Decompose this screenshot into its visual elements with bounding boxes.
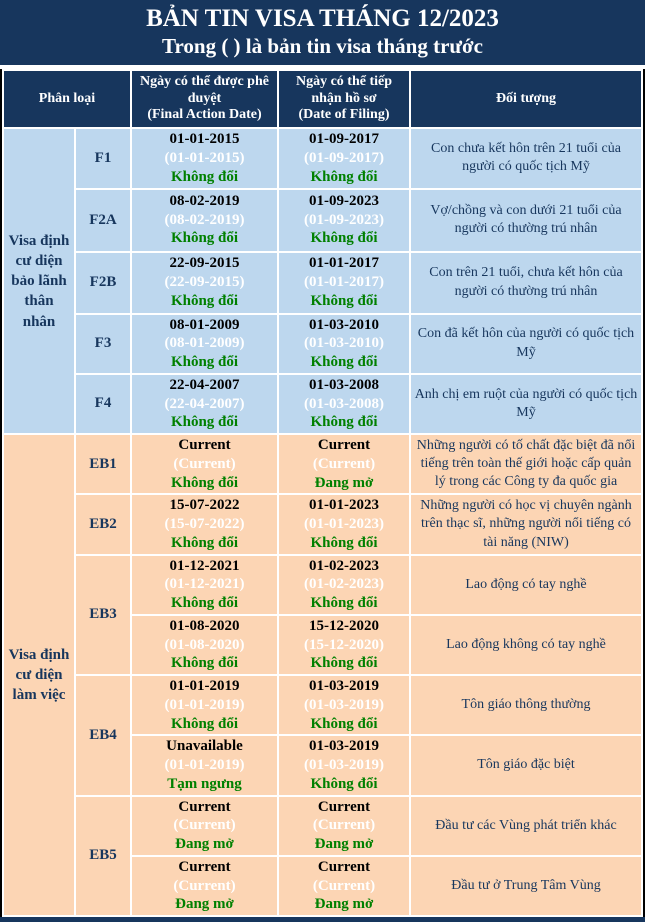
f3-dof-cell — [278, 314, 410, 374]
eb5b-dof-previous: (Current) — [312, 877, 376, 894]
eb3a-dof-current: 01-02-2023 — [309, 557, 379, 574]
eb1-fad-current: Current — [178, 437, 231, 454]
eb5a-dof-cell — [278, 796, 410, 856]
f2b-fad-status: Không đổi — [170, 292, 239, 309]
eb3a-dof-status: Không đổi — [310, 595, 378, 612]
group-employment-label: Visa định cư diện làm việc — [3, 434, 75, 916]
eb2-dof-previous: (01-01-2023) — [304, 516, 384, 533]
row-eb4-religious — [3, 675, 642, 735]
f4-fad-current: 22-04-2007 — [169, 376, 240, 393]
f2b-fad-previous: (22-09-2015) — [164, 274, 245, 291]
eb2-fad-status: Không đổi — [170, 534, 239, 551]
group-family-label: Visa định cư diện bảo lãnh thân nhân — [3, 128, 75, 434]
visa-bulletin-table — [2, 69, 643, 917]
eb3a-fad-previous: (01-12-2021) — [164, 576, 245, 593]
eb1-fad-status: Không đổi — [170, 474, 239, 491]
f2b-dof-previous: (01-01-2017) — [304, 274, 384, 291]
header-row — [3, 70, 642, 128]
f1-description: Con chưa kết hôn trên 21 tuổi của người có quốc tịch Mỹ — [410, 128, 642, 188]
eb5b-fad-cell — [131, 856, 278, 916]
eb5b-fad-previous: (Current) — [173, 877, 236, 894]
eb4a-dof-status: Không đổi — [310, 715, 378, 732]
eb4b-dof-previous: (01-03-2019) — [304, 757, 384, 774]
f4-fad-cell — [131, 374, 278, 434]
row-f4 — [3, 374, 642, 434]
header-fad-en: (Final Action Date) — [147, 107, 262, 123]
eb1-dof-status: Đang mở — [314, 474, 374, 491]
f2a-fad-status: Không đổi — [170, 230, 239, 247]
f2a-dof-current: 01-09-2023 — [309, 192, 379, 209]
eb5b-dof-status: Đang mở — [314, 896, 374, 913]
f1-fad-status: Không đổi — [170, 168, 239, 185]
eb4b-dof-status: Không đổi — [310, 775, 378, 792]
row-eb3-skilled — [3, 555, 642, 615]
eb5b-fad-current: Current — [178, 858, 231, 875]
eb3b-fad-current: 01-08-2020 — [169, 617, 240, 634]
eb3b-fad-status: Không đổi — [170, 655, 239, 672]
eb4b-fad-status: Tạm ngưng — [167, 775, 242, 792]
row-f1 — [3, 128, 642, 188]
f3-fad-previous: (08-01-2009) — [164, 335, 245, 352]
f1-fad-cell — [131, 128, 278, 188]
f3-dof-status: Không đổi — [310, 354, 378, 371]
eb3b-dof-previous: (15-12-2020) — [304, 636, 384, 653]
category-eb2: EB2 — [75, 494, 131, 554]
bulletin-title: BẢN TIN VISA THÁNG 12/2023 — [146, 5, 499, 32]
eb4a-fad-previous: (01-01-2019) — [164, 696, 245, 713]
eb4a-fad-cell — [131, 675, 278, 735]
f2a-dof-cell — [278, 189, 410, 252]
eb5b-dof-current: Current — [317, 858, 371, 875]
f2b-dof-cell — [278, 252, 410, 314]
eb2-dof-status: Không đổi — [310, 534, 378, 551]
header-final-action-date — [131, 70, 278, 128]
eb5a-fad-previous: (Current) — [173, 817, 236, 834]
f4-fad-status: Không đổi — [170, 414, 239, 431]
eb5a-fad-current: Current — [178, 798, 231, 815]
eb2-fad-previous: (15-07-2022) — [164, 516, 245, 533]
eb1-description: Những người có tố chất đặc biệt đã nổi tiếng trên toàn thế giới hoặc cấp quản lý trong các Công ty đa quốc gia — [410, 434, 642, 494]
header-dof-en: (Date of Filing) — [298, 107, 390, 123]
eb5a-dof-current: Current — [317, 798, 371, 815]
eb3b-fad-previous: (01-08-2020) — [164, 636, 245, 653]
f1-dof-status: Không đổi — [310, 168, 378, 185]
row-eb2 — [3, 494, 642, 554]
eb3a-fad-current: 01-12-2021 — [169, 557, 240, 574]
f3-dof-previous: (01-03-2010) — [304, 335, 384, 352]
row-f2a — [3, 189, 642, 252]
eb1-dof-previous: (Current) — [312, 455, 376, 472]
f3-dof-current: 01-03-2010 — [309, 316, 379, 333]
bulletin-subtitle: Trong ( ) là bản tin visa tháng trước — [162, 33, 483, 58]
eb4a-dof-current: 01-03-2019 — [309, 678, 379, 695]
category-f3: F3 — [75, 314, 131, 374]
f3-description: Con đã kết hôn của người có quốc tịch Mỹ — [410, 314, 642, 374]
eb3a-fad-status: Không đổi — [170, 595, 239, 612]
f2a-fad-previous: (08-02-2019) — [164, 211, 245, 228]
f4-dof-cell — [278, 374, 410, 434]
f3-fad-status: Không đổi — [170, 354, 239, 371]
eb1-dof-cell — [278, 434, 410, 494]
eb5a-dof-status: Đang mở — [314, 836, 374, 853]
f4-dof-current: 01-03-2008 — [309, 376, 379, 393]
row-f2b — [3, 252, 642, 314]
eb3b-description: Lao động không có tay nghề — [410, 615, 642, 675]
eb4a-fad-current: 01-01-2019 — [169, 678, 240, 695]
eb4b-description: Tôn giáo đặc biệt — [410, 735, 642, 795]
eb5a-dof-previous: (Current) — [312, 817, 376, 834]
f1-fad-previous: (01-01-2015) — [164, 150, 245, 167]
f2b-fad-current: 22-09-2015 — [169, 255, 240, 272]
eb4a-description: Tôn giáo thông thường — [410, 675, 642, 735]
f1-dof-current: 01-09-2017 — [309, 131, 379, 148]
eb4a-dof-previous: (01-03-2019) — [304, 696, 384, 713]
category-f1: F1 — [75, 128, 131, 188]
eb5a-description: Đầu tư các Vùng phát triển khác — [410, 796, 642, 856]
eb4b-fad-current: Unavailable — [166, 738, 243, 755]
category-eb1: EB1 — [75, 434, 131, 494]
f2b-dof-current: 01-01-2017 — [309, 255, 379, 272]
f2a-dof-status: Không đổi — [310, 230, 378, 247]
f1-dof-previous: (01-09-2017) — [304, 150, 384, 167]
eb5a-fad-cell — [131, 796, 278, 856]
title-bar — [0, 0, 645, 69]
f4-dof-previous: (01-03-2008) — [304, 395, 384, 412]
category-f2b: F2B — [75, 252, 131, 314]
bottom-bar — [0, 917, 645, 922]
f4-dof-status: Không đổi — [310, 414, 378, 431]
eb5a-fad-status: Đang mở — [175, 836, 234, 853]
header-fad-vi: Ngày có thể được phê duyệt — [140, 73, 269, 106]
category-eb5: EB5 — [75, 796, 131, 917]
category-f2a: F2A — [75, 189, 131, 252]
eb3b-dof-current: 15-12-2020 — [309, 617, 379, 634]
header-dof-vi: Ngày có thể tiếp nhận hồ sơ — [295, 73, 393, 106]
eb5b-description: Đầu tư ở Trung Tâm Vùng — [410, 856, 642, 916]
header-subject: Đối tượng — [410, 70, 642, 128]
category-f4: F4 — [75, 374, 131, 434]
eb5b-fad-status: Đang mở — [175, 896, 234, 913]
eb3a-description: Lao động có tay nghề — [410, 555, 642, 615]
f3-fad-cell — [131, 314, 278, 374]
f2b-fad-cell — [131, 252, 278, 314]
eb3b-dof-cell — [278, 615, 410, 675]
header-date-of-filing — [278, 70, 410, 128]
eb4b-dof-cell — [278, 735, 410, 795]
eb3a-dof-previous: (01-02-2023) — [304, 576, 384, 593]
f1-fad-current: 01-01-2015 — [169, 131, 240, 148]
f2b-description: Con trên 21 tuổi, chưa kết hôn của người có thường trú nhân — [410, 252, 642, 314]
f2a-description: Vợ/chồng và con dưới 21 tuổi của người có thường trú nhân — [410, 189, 642, 252]
eb3b-fad-cell — [131, 615, 278, 675]
eb3a-dof-cell — [278, 555, 410, 615]
eb4a-dof-cell — [278, 675, 410, 735]
f4-description: Anh chị em ruột của người có quốc tịch Mỹ — [410, 374, 642, 434]
f3-fad-current: 08-01-2009 — [169, 316, 240, 333]
eb2-fad-current: 15-07-2022 — [169, 497, 240, 514]
eb5b-dof-cell — [278, 856, 410, 916]
eb3a-fad-cell — [131, 555, 278, 615]
f2a-fad-current: 08-02-2019 — [169, 192, 240, 209]
eb1-dof-current: Current — [317, 437, 371, 454]
category-eb3: EB3 — [75, 555, 131, 676]
eb4b-fad-cell — [131, 735, 278, 795]
eb2-dof-current: 01-01-2023 — [309, 497, 379, 514]
eb3b-dof-status: Không đổi — [310, 655, 378, 672]
eb4a-fad-status: Không đổi — [170, 715, 239, 732]
eb1-fad-cell — [131, 434, 278, 494]
eb2-description: Những người có học vị chuyên ngành trên thạc sĩ, những người nổi tiếng có tài năng (NIW) — [410, 494, 642, 554]
eb2-dof-cell — [278, 494, 410, 554]
row-eb5-other — [3, 796, 642, 856]
eb4b-fad-previous: (01-01-2019) — [164, 757, 245, 774]
category-eb4: EB4 — [75, 675, 131, 796]
eb4b-dof-current: 01-03-2019 — [309, 738, 379, 755]
row-f3 — [3, 314, 642, 374]
row-eb1 — [3, 434, 642, 494]
f2b-dof-status: Không đổi — [310, 292, 378, 309]
eb1-fad-previous: (Current) — [173, 455, 236, 472]
f2a-dof-previous: (01-09-2023) — [304, 211, 384, 228]
f1-dof-cell — [278, 128, 410, 188]
f2a-fad-cell — [131, 189, 278, 252]
header-category: Phân loại — [3, 70, 131, 128]
eb2-fad-cell — [131, 494, 278, 554]
bulletin-table-wrap — [0, 69, 645, 917]
f4-fad-previous: (22-04-2007) — [164, 395, 245, 412]
